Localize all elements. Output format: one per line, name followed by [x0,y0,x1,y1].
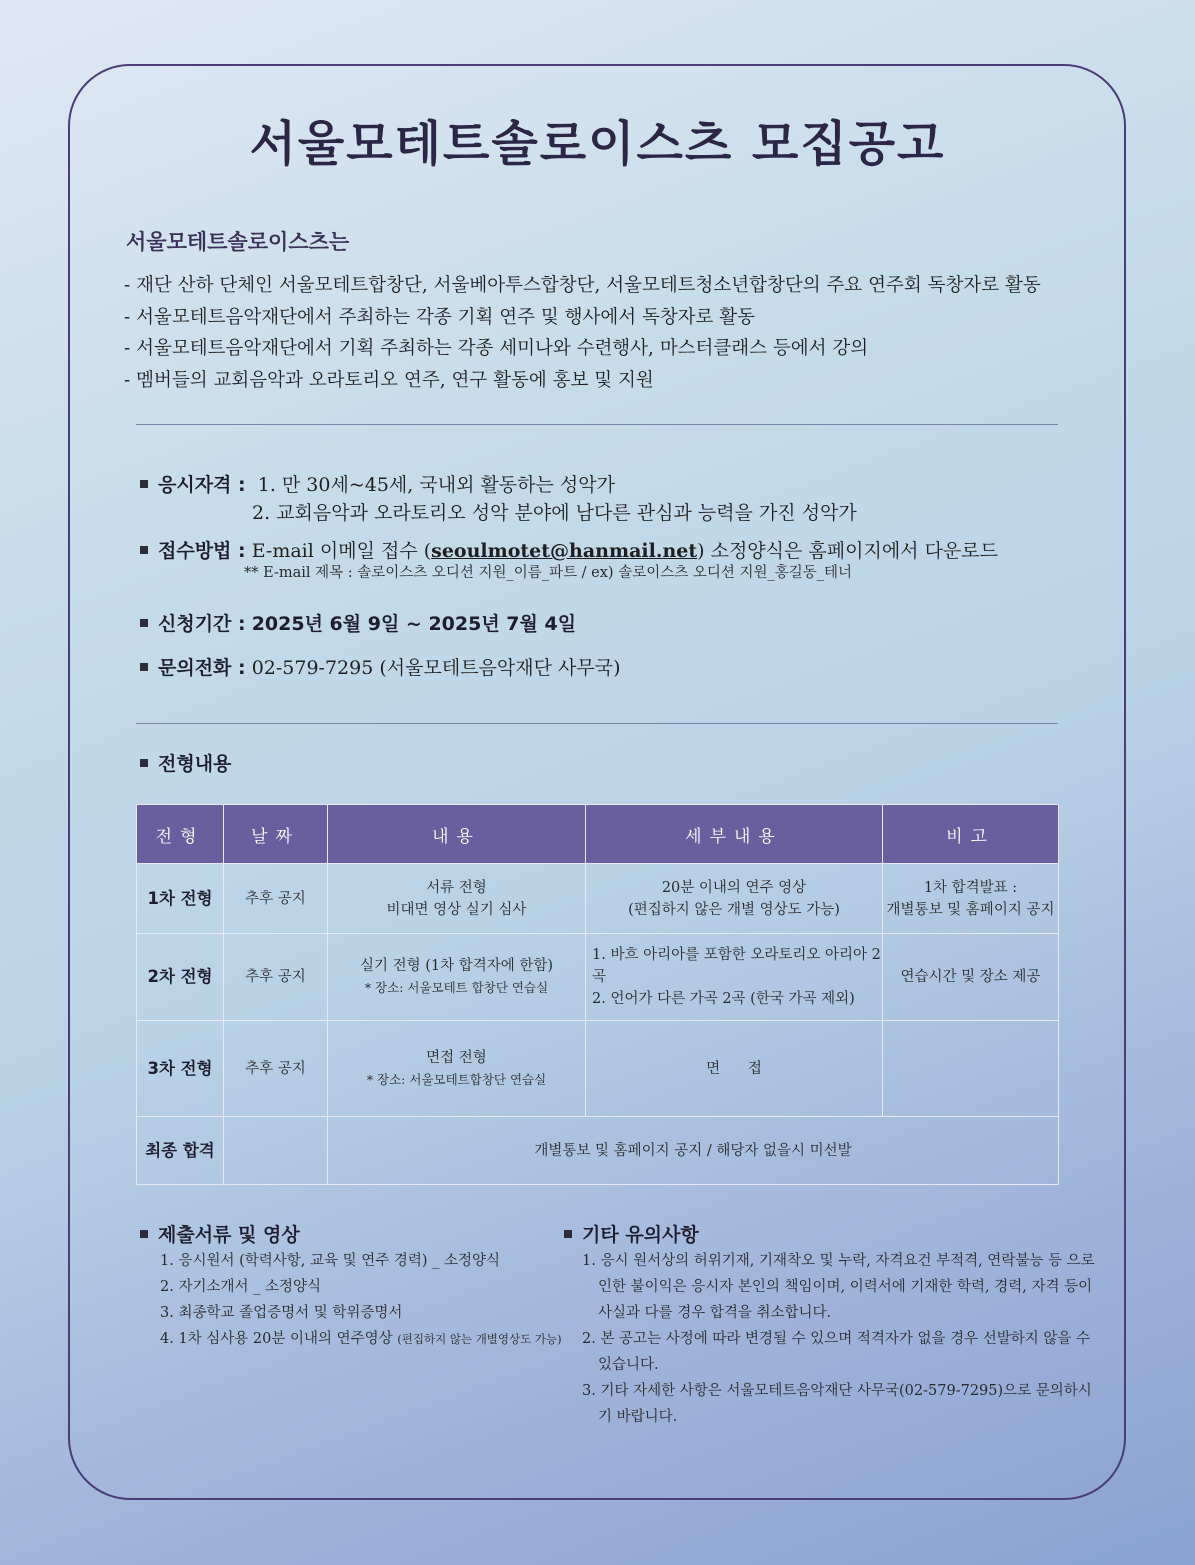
final-cell: 개별통보 및 홈페이지 공지 / 해당자 없을시 미선발 [328,1117,1059,1185]
apply-prefix: E-mail 이메일 접수 ( [251,540,432,562]
apply-line [140,536,998,563]
apply-note: ** E-mail 제목 : 솔로이스츠 오디션 지원_이름_파트 / ex) 솔로이스츠 오디션 지원_홍길동_테너 [244,565,853,581]
documents-heading-text: 제출서류 및 영상 [158,1224,300,1246]
content-cell [328,934,586,1021]
list-item: 3. 최종학교 졸업증명서 및 학위증명서 [160,1305,403,1321]
date-cell [224,1117,328,1185]
date-cell: 추후 공지 [224,1021,328,1117]
content-line: 실기 전형 (1차 합격자에 한함) [359,958,554,974]
period-value: 2025년 6월 9일 ~ 2025년 7월 4일 [251,613,577,635]
note-line: 1차 합격발표 : [923,879,1018,896]
selection-table [136,804,1059,1185]
content-cell [328,1021,586,1117]
etc-heading-text: 기타 유의사항 [582,1224,699,1246]
period-label: 신청기간 : [158,613,246,635]
intro-list [124,270,1041,396]
header-date: 날짜 [224,805,328,864]
detail-cell [586,1021,883,1117]
bullet-square-icon [140,1230,148,1238]
apply-suffix: ) 소정양식은 홈페이지에서 다운로드 [697,540,998,562]
bullet-square-icon [564,1230,572,1238]
apply-label: 접수방법 : [158,540,246,562]
etc-heading [564,1220,699,1247]
list-item: 2. 자기소개서 _ 소정양식 [160,1279,321,1295]
date-cell: 추후 공지 [224,934,328,1021]
bullet-square-icon [140,619,148,627]
detail-line: (편집하지 않은 개별 영상도 가능) [628,901,840,918]
stage-cell: 1차 전형 [137,864,224,934]
content-cell [328,864,586,934]
header-note: 비고 [883,805,1059,864]
item4-small: (편집하지 않는 개별영상도 가능) [397,1332,562,1346]
qualification-line [140,470,615,497]
divider [136,424,1058,425]
note-line: 연습시간 및 장소 제공 [900,969,1041,985]
note-cell [883,934,1059,1021]
selection-heading [140,749,231,776]
header-stage: 전형 [137,805,224,864]
stage-cell: 최종 합격 [137,1117,224,1185]
contact-label: 문의전화 : [158,657,246,679]
qualification-label: 응시자격 : [158,474,246,496]
list-item [160,1326,562,1352]
table-row [137,1021,1059,1117]
content-line: 면접 전형 [426,1049,487,1066]
detail-cell [586,934,883,1021]
contact-value: 02-579-7295 (서울모테트음악재단 사무국) [251,657,621,679]
detail-line: 20분 이내의 연주 영상 [661,879,807,896]
header-content: 내용 [328,805,586,864]
detail-line: 1. 바흐 아리아를 포함한 오라토리오 아리아 2곡 [592,947,881,985]
content-line: * 장소: 서울모테트합창단 연습실 [366,1071,547,1087]
page-title: 서울모테트솔로이스츠 모집공고 [249,116,946,172]
content-line: 서류 전형 [426,879,487,896]
intro-item: - 서울모테트음악재단에서 기획 주최하는 각종 세미나와 수련행사, 마스터클래스 등에서 강의 [124,338,869,359]
intro-item: - 멤버들의 교회음악과 오라토리오 연주, 연구 활동에 홍보 및 지원 [124,369,654,391]
note-cell [883,1021,1059,1117]
period-line [140,609,576,636]
list-item: 3. 기타 자세한 사항은 서울모테트음악재단 사무국(02-579-7295)으로 문의하시기 바랍니다. [582,1383,1092,1425]
contact-line [140,653,620,680]
note-line: 개별통보 및 홈페이지 공지 [886,901,1055,918]
list-item: 1. 응시원서 (학력사항, 교육 및 연주 경력) _ 소정양식 [160,1253,501,1269]
header-detail: 세부내용 [586,805,883,864]
table-row [137,864,1059,934]
intro-item: - 서울모테트음악재단에서 주최하는 각종 기획 연주 및 행사에서 독창자로 활동 [124,306,756,328]
detail-cell [586,864,883,934]
list-item: 1. 응시 원서상의 허위기재, 기재착오 및 누락, 자격요건 부적격, 연락불능 등 으로 인한 불이익은 응시자 본인의 책임이며, 이력서에 기재한 학력, 경력, 자격 등이 사실과 다를 경우 합격을 취소합니다. [582,1253,1095,1321]
intro-item: - 재단 산하 단체인 서울모테트합창단, 서울베아투스합창단, 서울모테트청소년합창단의 주요 연주회 독창자로 활동 [124,275,1041,296]
detail-line: 면 접 [706,1060,762,1077]
content-line: 비대면 영상 실기 심사 [386,901,527,918]
bullet-square-icon [140,480,148,488]
bullet-square-icon [140,663,148,671]
list-item: 2. 본 공고는 사정에 따라 변경될 수 있으며 적격자가 없을 경우 선발하지 않을 수 있습니다. [582,1331,1090,1373]
stage-cell: 2차 전형 [137,934,224,1021]
divider [136,723,1058,724]
note-cell [883,864,1059,934]
bullet-square-icon [140,759,148,767]
item4-main: 4. 1차 심사용 20분 이내의 연주영상 [160,1331,393,1347]
qualification-1: 1. 만 30세~45세, 국내외 활동하는 성악가 [257,474,615,496]
intro-heading: 서울모테트솔로이스츠는 [126,230,350,254]
qualification-2: 2. 교회음악과 오라토리오 성악 분야에 남다른 관심과 능력을 가진 성악가 [252,502,857,524]
table-row [137,1117,1059,1185]
table-header-row [137,805,1059,864]
detail-line: 2. 언어가 다른 가곡 2곡 (한국 가곡 제외) [592,991,855,1007]
stage-cell: 3차 전형 [137,1021,224,1117]
documents-heading [140,1220,300,1247]
date-cell: 추후 공지 [224,864,328,934]
selection-heading-text: 전형내용 [158,753,232,775]
table-row [137,934,1059,1021]
documents-list [160,1248,562,1352]
content-line: * 장소: 서울모테트 합창단 연습실 [364,980,549,995]
email-link[interactable]: seoulmotet@hanmail.net [431,540,698,562]
bullet-square-icon [140,546,148,554]
etc-list [582,1248,1102,1430]
